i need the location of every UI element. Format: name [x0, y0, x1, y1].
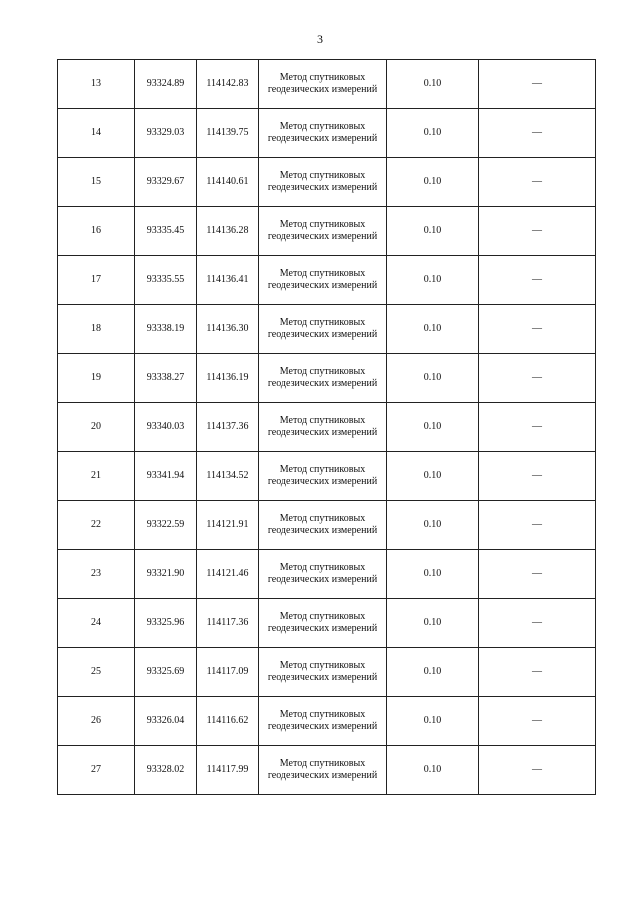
point-number-cell [58, 354, 135, 403]
accuracy-cell [387, 599, 479, 648]
note-text: — [532, 715, 542, 726]
note-text: — [532, 519, 542, 530]
table-row [58, 354, 596, 403]
accuracy-text: 0.10 [423, 225, 442, 236]
accuracy-cell [387, 305, 479, 354]
accuracy-text: 0.10 [423, 127, 442, 138]
table-row [58, 207, 596, 256]
note-text: — [532, 78, 542, 89]
table-row [58, 256, 596, 305]
method-cell [259, 305, 387, 354]
x-coordinate-text: 93340.03 [146, 421, 185, 432]
method-line-2: геодезических измерений [267, 721, 378, 732]
y-coordinate-text: 114121.46 [206, 568, 249, 579]
x-coordinate-cell [135, 697, 197, 746]
x-coordinate-cell [135, 501, 197, 550]
point-number-text: 20 [91, 421, 101, 432]
accuracy-cell [387, 697, 479, 746]
table-row [58, 599, 596, 648]
y-coordinate-cell [197, 305, 259, 354]
point-number-cell [58, 158, 135, 207]
x-coordinate-text: 93338.27 [146, 372, 185, 383]
table-row [58, 501, 596, 550]
x-coordinate-text: 93329.03 [146, 127, 185, 138]
y-coordinate-text: 114121.91 [206, 519, 249, 530]
y-coordinate-cell [197, 158, 259, 207]
point-number-text: 17 [91, 274, 101, 285]
note-cell [479, 354, 596, 403]
y-coordinate-text: 114117.09 [206, 666, 249, 677]
accuracy-text: 0.10 [423, 470, 442, 481]
note-cell [479, 648, 596, 697]
accuracy-text: 0.10 [423, 323, 442, 334]
accuracy-cell [387, 501, 479, 550]
note-cell [479, 403, 596, 452]
note-text: — [532, 421, 542, 432]
method-line-2: геодезических измерений [267, 84, 378, 95]
method-line-1: Метод спутниковых [279, 464, 366, 475]
x-coordinate-text: 93329.67 [146, 176, 185, 187]
table-row [58, 60, 596, 109]
method-cell [259, 354, 387, 403]
method-line-2: геодезических измерений [267, 623, 378, 634]
note-cell [479, 746, 596, 795]
accuracy-text: 0.10 [423, 421, 442, 432]
table-row [58, 648, 596, 697]
note-text: — [532, 617, 542, 628]
method-cell [259, 452, 387, 501]
accuracy-text: 0.10 [423, 568, 442, 579]
point-number-text: 21 [91, 470, 101, 481]
y-coordinate-cell [197, 109, 259, 158]
y-coordinate-text: 114136.30 [206, 323, 249, 334]
point-number-text: 16 [91, 225, 101, 236]
method-line-1: Метод спутниковых [279, 121, 366, 132]
y-coordinate-cell [197, 207, 259, 256]
x-coordinate-text: 93325.69 [146, 666, 185, 677]
method-cell [259, 256, 387, 305]
point-number-cell [58, 403, 135, 452]
table-row [58, 403, 596, 452]
x-coordinate-text: 93341.94 [146, 470, 185, 481]
y-coordinate-text: 114140.61 [206, 176, 249, 187]
point-number-text: 22 [91, 519, 101, 530]
table-row [58, 697, 596, 746]
note-cell [479, 501, 596, 550]
method-line-1: Метод спутниковых [279, 170, 366, 181]
accuracy-text: 0.10 [423, 617, 442, 628]
method-line-1: Метод спутниковых [279, 72, 366, 83]
note-text: — [532, 127, 542, 138]
point-number-cell [58, 599, 135, 648]
point-number-cell [58, 501, 135, 550]
x-coordinate-cell [135, 746, 197, 795]
y-coordinate-cell [197, 256, 259, 305]
y-coordinate-cell [197, 746, 259, 795]
method-line-2: геодезических измерений [267, 231, 378, 242]
point-number-cell [58, 256, 135, 305]
x-coordinate-text: 93326.04 [146, 715, 185, 726]
y-coordinate-cell [197, 354, 259, 403]
y-coordinate-text: 114116.62 [206, 715, 249, 726]
y-coordinate-text: 114137.36 [206, 421, 249, 432]
x-coordinate-text: 93324.89 [146, 78, 185, 89]
note-text: — [532, 666, 542, 677]
method-line-1: Метод спутниковых [279, 709, 366, 720]
y-coordinate-cell [197, 452, 259, 501]
note-cell [479, 109, 596, 158]
method-line-1: Метод спутниковых [279, 268, 366, 279]
y-coordinate-text: 114136.19 [206, 372, 249, 383]
method-cell [259, 158, 387, 207]
accuracy-cell [387, 452, 479, 501]
x-coordinate-cell [135, 207, 197, 256]
note-cell [479, 158, 596, 207]
accuracy-cell [387, 60, 479, 109]
note-cell [479, 550, 596, 599]
method-cell [259, 207, 387, 256]
accuracy-cell [387, 403, 479, 452]
x-coordinate-cell [135, 109, 197, 158]
method-line-2: геодезических измерений [267, 378, 378, 389]
accuracy-cell [387, 256, 479, 305]
accuracy-text: 0.10 [423, 176, 442, 187]
x-coordinate-text: 93321.90 [146, 568, 185, 579]
y-coordinate-text: 114117.99 [206, 764, 249, 775]
accuracy-cell [387, 207, 479, 256]
point-number-text: 26 [91, 715, 101, 726]
x-coordinate-cell [135, 60, 197, 109]
x-coordinate-cell [135, 452, 197, 501]
accuracy-text: 0.10 [423, 715, 442, 726]
x-coordinate-cell [135, 354, 197, 403]
x-coordinate-text: 93338.19 [146, 323, 185, 334]
method-line-1: Метод спутниковых [279, 317, 366, 328]
note-cell [479, 599, 596, 648]
method-line-1: Метод спутниковых [279, 219, 366, 230]
method-line-1: Метод спутниковых [279, 366, 366, 377]
note-text: — [532, 274, 542, 285]
method-cell [259, 403, 387, 452]
point-number-cell [58, 550, 135, 599]
table-row [58, 452, 596, 501]
method-cell [259, 60, 387, 109]
point-number-text: 15 [91, 176, 101, 187]
method-cell [259, 697, 387, 746]
x-coordinate-cell [135, 158, 197, 207]
point-number-text: 24 [91, 617, 101, 628]
method-line-1: Метод спутниковых [279, 660, 366, 671]
accuracy-text: 0.10 [423, 274, 442, 285]
accuracy-cell [387, 158, 479, 207]
method-line-1: Метод спутниковых [279, 562, 366, 573]
y-coordinate-cell [197, 403, 259, 452]
y-coordinate-text: 114142.83 [206, 78, 249, 89]
accuracy-cell [387, 550, 479, 599]
x-coordinate-cell [135, 599, 197, 648]
method-line-2: геодезических измерений [267, 574, 378, 585]
note-cell [479, 452, 596, 501]
x-coordinate-cell [135, 256, 197, 305]
method-line-2: геодезических измерений [267, 525, 378, 536]
note-cell [479, 305, 596, 354]
x-coordinate-cell [135, 550, 197, 599]
method-line-1: Метод спутниковых [279, 611, 366, 622]
note-text: — [532, 225, 542, 236]
point-number-cell [58, 305, 135, 354]
point-number-text: 13 [91, 78, 101, 89]
point-number-cell [58, 697, 135, 746]
note-text: — [532, 176, 542, 187]
x-coordinate-text: 93325.96 [146, 617, 185, 628]
point-number-text: 23 [91, 568, 101, 579]
method-line-2: геодезических измерений [267, 427, 378, 438]
note-text: — [532, 323, 542, 334]
table-row [58, 550, 596, 599]
method-cell [259, 648, 387, 697]
accuracy-text: 0.10 [423, 764, 442, 775]
point-number-cell [58, 207, 135, 256]
method-line-2: геодезических измерений [267, 672, 378, 683]
accuracy-text: 0.10 [423, 519, 442, 530]
table-row [58, 746, 596, 795]
point-number-text: 27 [91, 764, 101, 775]
method-line-1: Метод спутниковых [279, 513, 366, 524]
accuracy-text: 0.10 [423, 666, 442, 677]
method-line-2: геодезических измерений [267, 329, 378, 340]
coordinates-table [57, 59, 596, 795]
note-text: — [532, 568, 542, 579]
y-coordinate-cell [197, 648, 259, 697]
note-cell [479, 207, 596, 256]
point-number-text: 25 [91, 666, 101, 677]
method-cell [259, 550, 387, 599]
method-line-1: Метод спутниковых [279, 415, 366, 426]
x-coordinate-text: 93335.45 [146, 225, 185, 236]
note-text: — [532, 372, 542, 383]
table-row [58, 305, 596, 354]
method-cell [259, 599, 387, 648]
point-number-cell [58, 648, 135, 697]
method-line-2: геодезических измерений [267, 770, 378, 781]
x-coordinate-text: 93328.02 [146, 764, 185, 775]
method-cell [259, 501, 387, 550]
point-number-text: 18 [91, 323, 101, 334]
accuracy-text: 0.10 [423, 372, 442, 383]
accuracy-text: 0.10 [423, 78, 442, 89]
method-line-1: Метод спутниковых [279, 758, 366, 769]
accuracy-cell [387, 648, 479, 697]
y-coordinate-text: 114139.75 [206, 127, 249, 138]
accuracy-cell [387, 109, 479, 158]
page-number: 3 [317, 32, 323, 46]
y-coordinate-text: 114134.52 [206, 470, 249, 481]
x-coordinate-cell [135, 403, 197, 452]
point-number-cell [58, 452, 135, 501]
y-coordinate-text: 114136.41 [206, 274, 249, 285]
accuracy-cell [387, 746, 479, 795]
x-coordinate-text: 93322.59 [146, 519, 185, 530]
y-coordinate-cell [197, 697, 259, 746]
y-coordinate-cell [197, 501, 259, 550]
note-cell [479, 256, 596, 305]
note-cell [479, 697, 596, 746]
point-number-cell [58, 746, 135, 795]
note-text: — [532, 470, 542, 481]
point-number-text: 19 [91, 372, 101, 383]
point-number-text: 14 [91, 127, 101, 138]
y-coordinate-text: 114117.36 [206, 617, 249, 628]
method-cell [259, 746, 387, 795]
method-line-2: геодезических измерений [267, 476, 378, 487]
note-text: — [532, 764, 542, 775]
accuracy-cell [387, 354, 479, 403]
table-row [58, 109, 596, 158]
method-cell [259, 109, 387, 158]
point-number-cell [58, 109, 135, 158]
method-line-2: геодезических измерений [267, 133, 378, 144]
x-coordinate-cell [135, 305, 197, 354]
x-coordinate-text: 93335.55 [146, 274, 185, 285]
y-coordinate-cell [197, 60, 259, 109]
method-line-2: геодезических измерений [267, 182, 378, 193]
note-cell [479, 60, 596, 109]
y-coordinate-cell [197, 599, 259, 648]
table-row [58, 158, 596, 207]
y-coordinate-cell [197, 550, 259, 599]
coordinates-table-body [58, 60, 596, 795]
method-line-2: геодезических измерений [267, 280, 378, 291]
y-coordinate-text: 114136.28 [206, 225, 249, 236]
point-number-cell [58, 60, 135, 109]
x-coordinate-cell [135, 648, 197, 697]
